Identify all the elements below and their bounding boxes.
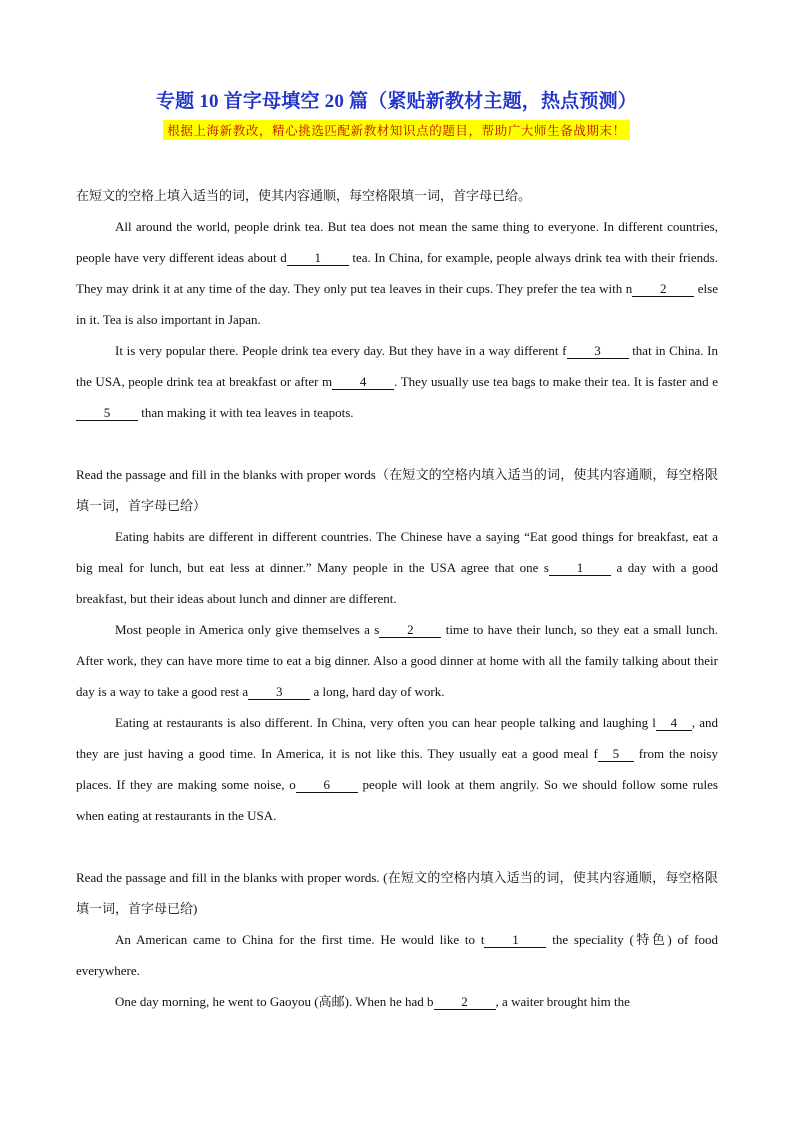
text-run: It is very popular there. People drink tea every day. But they have in a way different f — [115, 343, 567, 358]
answer-blank[interactable]: 6 — [296, 777, 358, 793]
passage2-instruction: Read the passage and fill in the blanks with proper words（在短文的空格内填入适当的词，使其内容通顺，每空格限填一词，首字母已给） — [76, 467, 718, 513]
passage2-paragraph-2 — [76, 614, 718, 707]
answer-blank[interactable]: 5 — [76, 405, 138, 421]
page-title: 专题 10 首字母填空 20 篇（紧贴新教材主题，热点预测） — [155, 91, 637, 112]
passage1-instruction: 在短文的空格上填入适当的词，使其内容通顺，每空格限填一词，首字母已给。 — [76, 188, 532, 203]
text-run: a day with a good breakfast, but their ideas about lunch and dinner are different. — [76, 560, 718, 606]
text-run: that in China. In the USA, people drink tea at breakfast or after m — [76, 343, 718, 389]
answer-blank[interactable]: 1 — [549, 560, 611, 576]
text-run: An American came to China for the first time. He would like to t — [115, 932, 485, 947]
answer-blank[interactable]: 1 — [287, 250, 349, 266]
answer-blank[interactable]: 1 — [484, 932, 546, 948]
text-run: One day morning, he went to Gaoyou (高邮). When he had b — [115, 994, 434, 1009]
passage2-paragraph-3 — [76, 707, 718, 831]
answer-blank[interactable]: 2 — [379, 622, 441, 638]
subtitle-highlight: 根据上海新教改，精心挑选匹配新教材知识点的题目，帮助广大师生备战期末！ — [163, 120, 630, 140]
passage3-paragraph-2 — [76, 986, 718, 1017]
text-run: All around the world, people drink tea. But tea does not mean the same thing to everyone. In different countries, people have very different ideas about d — [76, 219, 718, 265]
text-run: time to have their lunch, so they eat a small lunch. After work, they can have more time to eat a big dinner. Also a good dinner at home with all the family talking about their day is a way to take a good rest a — [76, 622, 718, 699]
passage3-paragraph-1 — [76, 924, 718, 986]
text-run: people will look at them angrily. So we should follow some rules when eating at restaurants in the USA. — [76, 777, 718, 823]
text-run: . They usually use tea bags to make their tea. It is faster and e — [394, 374, 718, 389]
subtitle-banner — [0, 120, 793, 140]
passage1-paragraph-2 — [76, 335, 718, 428]
text-run: , and they are just having a good time. In America, it is not like this. They usually eat a good meal f — [76, 715, 718, 761]
text-run: else in it. Tea is also important in Japan. — [76, 281, 718, 327]
text-run: a long, hard day of work. — [310, 684, 445, 699]
answer-blank[interactable]: 4 — [656, 715, 692, 731]
text-run: Eating at restaurants is also different. In China, very often you can hear people talking and laughing l — [115, 715, 656, 730]
passage1-paragraph-1 — [76, 211, 718, 335]
text-run: , a waiter brought him the — [495, 994, 630, 1009]
text-run: than making it with tea leaves in teapots. — [138, 405, 354, 420]
text-run: Eating habits are different in different countries. The Chinese have a saying “Eat good things for breakfast, eat a big meal for lunch, but eat less at dinner.” Many people in the USA agree that one s — [76, 529, 718, 575]
passage2-paragraph-1 — [76, 521, 718, 614]
answer-blank[interactable]: 4 — [332, 374, 394, 390]
text-run: tea. In China, for example, people always drink tea with their friends. They may drink it at any time of the day. They only put tea leaves in their cups. They prefer the tea with n — [76, 250, 718, 296]
answer-blank[interactable]: 3 — [248, 684, 310, 700]
answer-blank[interactable]: 3 — [567, 343, 629, 359]
answer-blank[interactable]: 2 — [632, 281, 694, 297]
document-body — [76, 180, 718, 1017]
text-run: the speciality (特色) of food everywhere. — [76, 932, 718, 978]
answer-blank[interactable]: 5 — [598, 746, 634, 762]
text-run: Most people in America only give themselves a s — [115, 622, 380, 637]
passage3-instruction: Read the passage and fill in the blanks with proper words. (在短文的空格内填入适当的词，使其内容通顺，每空格限填一词，首字母已给) — [76, 870, 718, 916]
answer-blank[interactable]: 2 — [434, 994, 496, 1010]
text-run: from the noisy places. If they are making some noise, o — [76, 746, 718, 792]
